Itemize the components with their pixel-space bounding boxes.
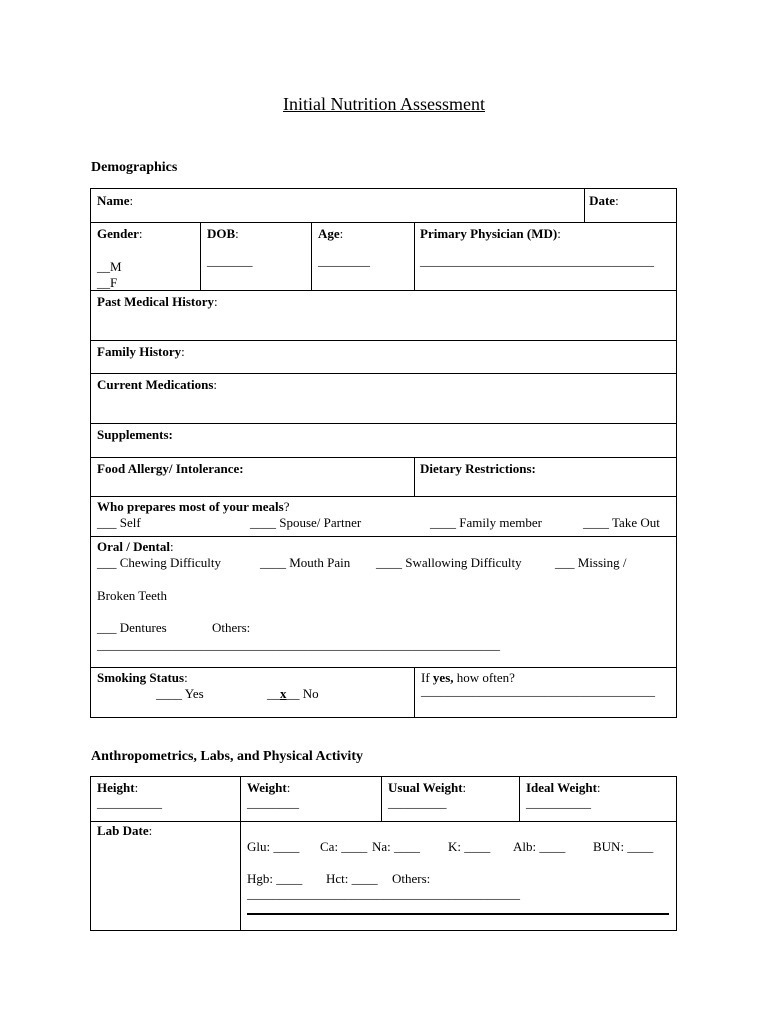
name-label: Name [97,193,130,208]
oral-option-swallowing[interactable]: ____ Swallowing Difficulty [376,555,522,570]
oral-option-chewing[interactable]: ___ Chewing Difficulty [97,555,221,570]
physician-cell[interactable]: Primary Physician (MD): ____________________________________ [415,223,677,291]
ideal-weight-blank[interactable]: __________ [526,795,591,810]
lab-hgb[interactable]: Hgb: ____ [247,871,303,886]
height-blank[interactable]: __________ [97,795,162,810]
height-label: Height [97,780,135,795]
gender-f-option[interactable]: __F [97,275,118,290]
current-meds-cell[interactable]: Current Medications: [91,374,677,424]
weight-cell[interactable]: Weight: ________ [241,777,382,822]
physician-label: Primary Physician (MD) [420,226,558,241]
meal-option-spouse[interactable]: ____ Spouse/ Partner [250,515,362,530]
page-title: Initial Nutrition Assessment [283,94,485,114]
meal-option-self[interactable]: ___ Self [97,515,141,530]
supplements-cell[interactable] [91,424,677,458]
lab-k[interactable]: K: ____ [448,839,491,854]
past-medical-cell[interactable]: Past Medical History: [91,291,677,341]
ideal-weight-label: Ideal Weight [526,780,597,795]
lab-alb[interactable]: Alb: ____ [513,839,566,854]
supplements-label: Supplements: [97,427,173,442]
usual-weight-label: Usual Weight [388,780,463,795]
oral-option-dentures[interactable]: ___ Dentures [97,620,167,635]
age-label: Age [318,226,340,241]
meal-option-family[interactable]: ____ Family member [430,515,542,530]
age-blank[interactable]: ________ [318,253,370,268]
meal-option-takeout[interactable]: ____ Take Out [583,515,660,530]
family-history-cell[interactable]: Family History: [91,341,677,374]
oral-broken-teeth: Broken Teeth [97,588,167,603]
date-cell[interactable]: Date: [585,189,677,223]
demographics-table [90,188,677,718]
dob-cell[interactable]: DOB: _______ [201,223,312,291]
lab-underline-divider [247,913,669,915]
dietary-restrictions-cell[interactable] [415,458,677,497]
smoking-yes-option[interactable]: ____ Yes [156,686,204,701]
anthro-table [90,776,677,931]
dob-blank[interactable]: _______ [207,253,253,268]
lab-date-cell[interactable]: Lab Date: [91,822,241,931]
gender-label: Gender [97,226,139,241]
weight-label: Weight [247,780,287,795]
gender-m-option[interactable]: __M [97,259,122,274]
lab-others-line[interactable]: __________________________________________ [247,886,520,901]
meals-cell: Who prepares most of your meals? ___ Self ____ Spouse/ Partner ____ Family member ____ Take Out [91,497,677,537]
smoking-frequency-cell [415,668,677,718]
how-often-line[interactable]: ____________________________________ [421,683,655,698]
height-cell[interactable]: Height: __________ [91,777,241,822]
lab-ca[interactable]: Ca: ____ [320,839,368,854]
smoking-label: Smoking Status [97,670,185,685]
family-history-label: Family History [97,344,182,359]
meals-question: Who prepares most of your meals [97,499,284,514]
smoking-no-option[interactable]: __x__ No [267,686,319,701]
age-cell[interactable]: Age: ________ [312,223,415,291]
anthro-heading: Anthropometrics, Labs, and Physical Activity [91,749,363,764]
oral-others-label: Others: [212,620,251,635]
how-often-label: If yes, how often? [421,670,515,685]
physician-blank[interactable]: ____________________________________ [420,253,654,268]
lab-others-label: Others: [392,871,431,886]
gender-cell: Gender: __M __F [91,223,201,291]
date-label: Date [589,193,616,208]
oral-option-missing[interactable]: ___ Missing / [555,555,627,570]
lab-glu[interactable]: Glu: ____ [247,839,300,854]
name-cell[interactable]: Name: [91,189,585,223]
smoking-cell: Smoking Status: ____ Yes __x__ No [91,668,415,718]
weight-blank[interactable]: ________ [247,795,299,810]
demographics-heading: Demographics [91,160,178,175]
labs-cell [241,822,677,931]
dietary-restrictions-label: Dietary Restrictions: [420,461,536,476]
oral-others-line[interactable]: ______________________________________________________________ [97,637,500,652]
lab-na[interactable]: Na: ____ [372,839,421,854]
past-medical-label: Past Medical History [97,294,214,309]
oral-dental-label: Oral / Dental [97,539,170,554]
current-meds-label: Current Medications [97,377,214,392]
usual-weight-blank[interactable]: _________ [388,795,447,810]
lab-hct[interactable]: Hct: ____ [326,871,378,886]
oral-option-mouth-pain[interactable]: ____ Mouth Pain [260,555,351,570]
oral-dental-cell: Oral / Dental: ___ Chewing Difficulty ____ Mouth Pain ____ Swallowing Difficulty ___ Missing / Broken Teeth ___ Dentures Others: ______________________________________________________________ [91,537,677,668]
usual-weight-cell[interactable]: Usual Weight: _________ [382,777,520,822]
food-allergy-cell[interactable] [91,458,415,497]
ideal-weight-cell[interactable]: Ideal Weight: __________ [520,777,677,822]
food-allergy-label: Food Allergy/ Intolerance: [97,461,244,476]
lab-bun[interactable]: BUN: ____ [593,839,654,854]
lab-date-label: Lab Date [97,823,149,838]
dob-label: DOB [207,226,236,241]
